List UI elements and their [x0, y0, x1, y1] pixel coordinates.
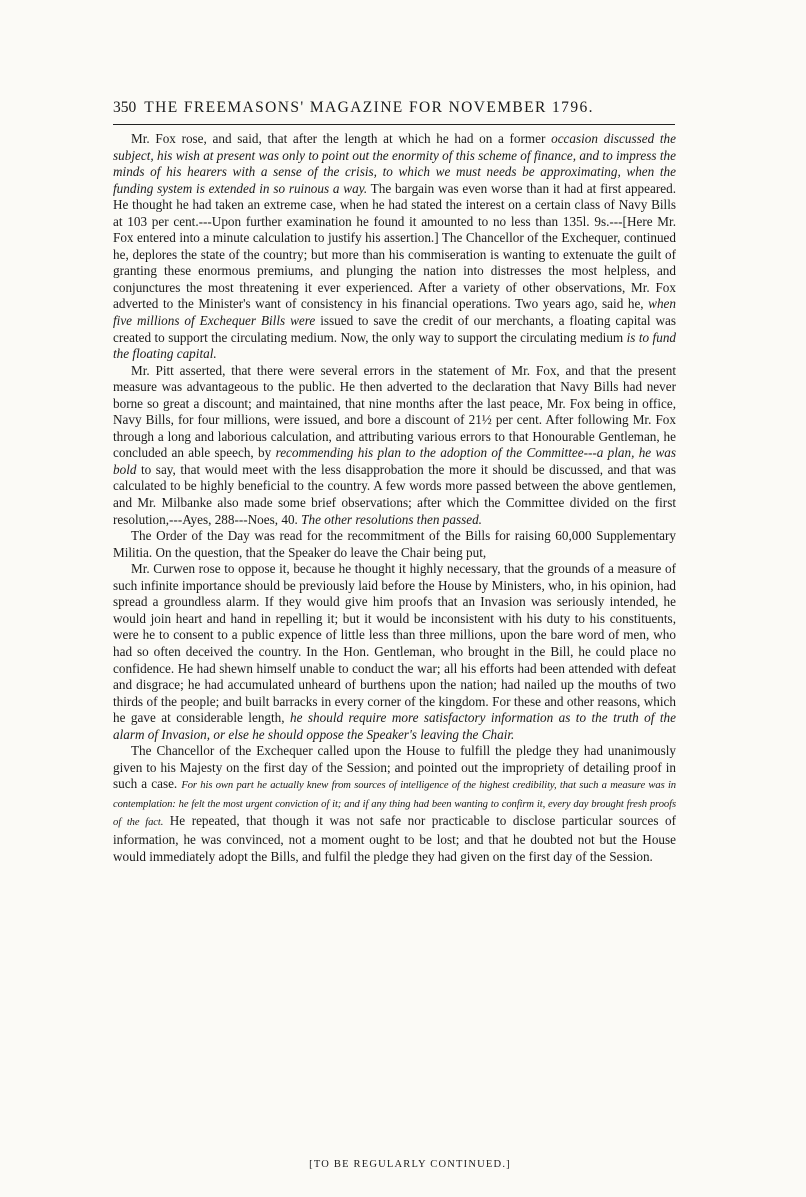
text-segment: he should require more satisfactory information as to the truth of the alarm of Invasion, or else he should oppose the Speaker's leaving the Chair. — [113, 710, 676, 742]
text-segment: He repeated, that though it was not safe nor practicable to disclose particular sources of information, he was convinced, not a moment ought to be lost; and that he doubted not but the House would immediately adopt the Bills, and fulfil the pledge they had given on the first day of the Session. — [113, 813, 676, 864]
text-segment: Mr. Pitt asserted, that there were several errors in the statement of Mr. Fox, and that the present measure was advantageous to the public. He then adverted to the declaration that Navy Bills had never borne so great a discount; and maintained, that nine months after the last peace, Mr. Fox being in office, Navy Bills, for four millions, were issued, and bore a discount of 21½ per cent. After following Mr. Fox through a long and laborious calculation, and attributing various errors to that Honourable Gentleman, he concluded an able speech, by — [113, 362, 676, 461]
article-body — [113, 131, 676, 865]
text-segment: The Order of the Day was read for the recommitment of the Bills for raising 60,000 Supplementary Militia. On the question, that the Speaker do leave the Chair being put, — [113, 528, 676, 560]
text-segment: The bargain was even worse than it had at first appeared. He thought he had taken an extreme case, when he had stated the interest on a certain class of Navy Bills at 103 per cent.---Upon further examination he found it amounted to no less than 135l. 9s.---[Here Mr. Fox entered into a minute calculation to justify his assertion.] The Chancellor of the Exchequer, continued he, deplores the state of the country; but more than his commiseration is wanting to extenuate the guilt of granting these enormous premiums, and plunging the nation into distresses the most helpless, and conjunctures the most threatening it ever experienced. After a variety of other observations, Mr. Fox adverted to the Minister's want of consistency in his financial operations. Two years ago, said he, — [113, 180, 676, 312]
running-title: THE FREEMASONS' MAGAZINE FOR NOVEMBER 1796. — [144, 99, 594, 116]
paragraph — [113, 743, 676, 865]
text-segment: when five millions of Exchequer Bills were — [113, 296, 676, 329]
paragraph — [113, 561, 676, 743]
text-segment: recommending his plan to the adoption of the Committee---a plan, he was bold — [113, 445, 677, 477]
text-segment: For his own part he actually knew from sources of intelligence of the highest credibility, that such a measure was in contemplation: he felt the most urgent conviction of it; and if any thing had been wanting to confirm it, every day brought fresh proofs of the fact. — [113, 780, 676, 829]
paragraph — [113, 363, 676, 528]
text-segment: issued to save the credit of our merchants, a floating capital was created to support the circulating medium. Now, the only way to support the circulating medium — [113, 313, 677, 345]
text-segment: occasion discussed the subject, his wish at present was only to point out the enormity of this scheme of finance, and to impress the minds of his hearers with a sense of the crisis, to which we must needs be approximating, when the funding system is extended in so ruinous a way. — [113, 131, 676, 196]
continuation-note: [TO BE REGULARLY CONTINUED.] — [309, 1159, 511, 1170]
text-segment: The Chancellor of the Exchequer called upon the House to fulfill the pledge they had unanimously given to his Majesty on the first day of the Session; and pointed out the impropriety of detailing proof in such a case. — [113, 743, 676, 792]
header-rule — [113, 124, 675, 125]
paragraph — [113, 131, 676, 363]
paragraph — [113, 528, 676, 561]
text-segment: to say, that would meet with the less disapprobation the more it should be discussed, and that was calculated to be highly beneficial to the country. A few words more passed between the above gentlemen, and Mr. Milbanke also made some brief observations; after which the Committee divided on the first resolution,---Ayes, 288---Noes, 40. — [113, 461, 676, 527]
text-segment: The other resolutions then passed. — [301, 511, 482, 527]
text-segment: Mr. Curwen rose to oppose it, because he thought it highly necessary, that the grounds of a measure of such infinite importance should be previously laid before the House by Ministers, who, in his opinion, had spread a groundless alarm. If they would give him proofs that an Invasion was seriously intended, he would join heart and hand in repelling it; but it would be inconsistent with his duty to his constituents, were he to consent to a public expence of little less than three millions, upon the bare word of men, who had so often deceived the country. In the Hon. Gentleman, who brought in the Bill, he could place no confidence. He had shewn himself unable to conduct the war; all his efforts had been attended with defeat and disgrace; he had accumulated unheard of burthens upon the nation; had nailed up the mouths of two thirds of the people; and built barracks in every corner of the kingdom. For these and other reasons, which he gave at considerable length, — [113, 561, 676, 726]
page-number: 350 — [113, 99, 137, 116]
text-segment: is to fund the floating capital. — [113, 329, 677, 362]
page-header — [113, 99, 673, 117]
text-segment: Mr. Fox rose, and said, that after the length at which he had on a former — [131, 131, 552, 146]
